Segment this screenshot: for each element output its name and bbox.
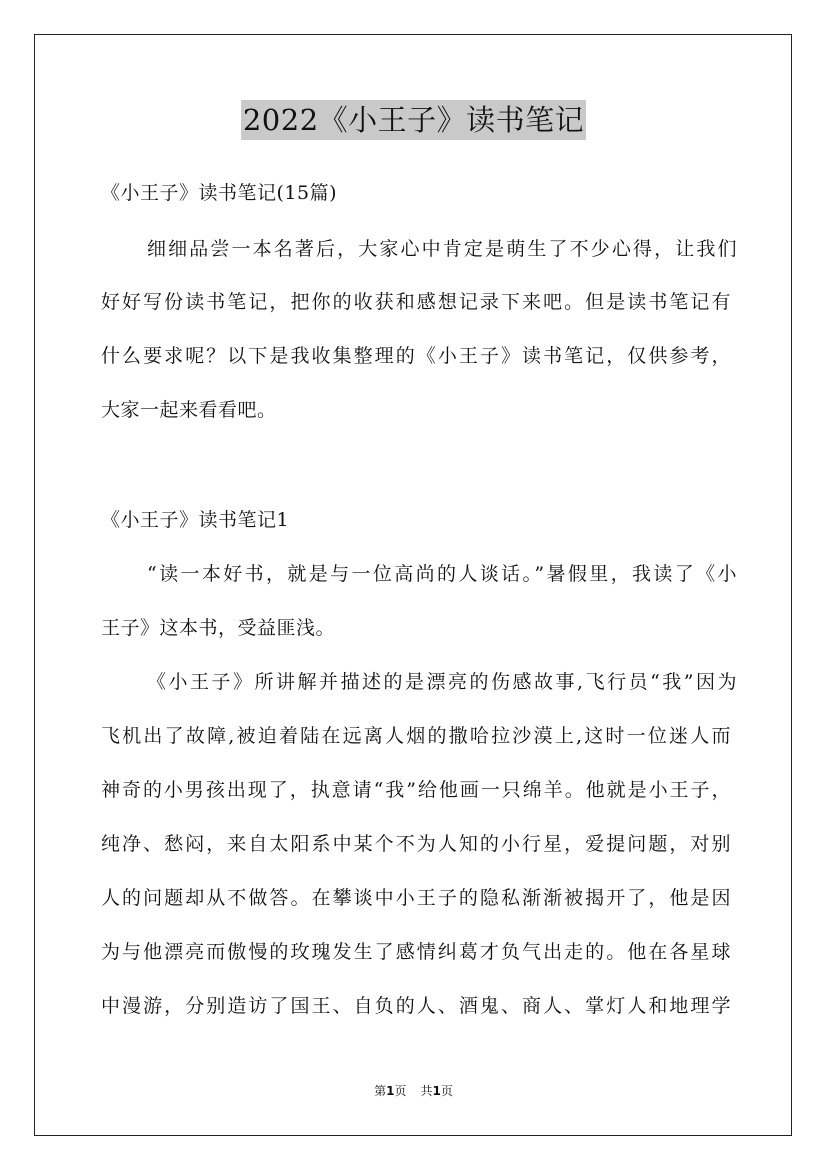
paragraph-line: 纯净、愁闷，来自太阳系中某个不为人知的小行星，爱提问题，对别 (101, 833, 731, 855)
intro-line: 好好写份读书笔记，把你的收获和感想记录下来吧。但是读书笔记有 (101, 291, 731, 313)
paragraph-line: 飞机出了故障,被迫着陆在远离人烟的撒哈拉沙漠上,这时一位迷人而 (101, 725, 731, 747)
paragraph-line: 神奇的小男孩出现了，执意请“我”给他画一只绵羊。他就是小王子， (101, 779, 731, 801)
document-subtitle: 《小王子》读书笔记(15篇) (101, 182, 338, 204)
paragraph-line: 人的问题却从不做答。在攀谈中小王子的隐私渐渐被揭开了，他是因 (101, 887, 731, 909)
intro-line: 大家一起来看看吧。 (101, 399, 277, 421)
paragraph-line: 为与他漂亮而傲慢的玫瑰发生了感情纠葛才负气出走的。他在各星球 (101, 941, 731, 963)
page-total: 1 (432, 1084, 441, 1098)
total-prefix: 共 (420, 1084, 433, 1098)
page-footer (0, 1083, 827, 1099)
page-suffix: 页 (394, 1084, 407, 1098)
page-prefix: 第 (374, 1084, 387, 1098)
title-container (0, 100, 827, 140)
paragraph-line: 《小王子》所讲解并描述的是漂亮的伤感故事,飞行员“我”因为 (147, 671, 737, 693)
document-title: 2022《小王子》读书笔记 (241, 100, 586, 140)
intro-line: 什么要求呢？以下是我收集整理的《小王子》读书笔记，仅供参考， (101, 345, 731, 367)
paragraph-line: “读一本好书，就是与一位高尚的人谈话。”暑假里，我读了《小 (147, 563, 737, 585)
total-suffix: 页 (440, 1084, 453, 1098)
section-heading: 《小王子》读书笔记1 (101, 509, 290, 531)
paragraph-line: 中漫游，分别造访了国王、自负的人、酒鬼、商人、掌灯人和地理学 (101, 995, 731, 1017)
page-current: 1 (386, 1084, 395, 1098)
intro-line: 细细品尝一本名著后，大家心中肯定是萌生了不少心得，让我们 (147, 238, 737, 260)
paragraph-line: 王子》这本书，受益匪浅。 (101, 617, 336, 639)
